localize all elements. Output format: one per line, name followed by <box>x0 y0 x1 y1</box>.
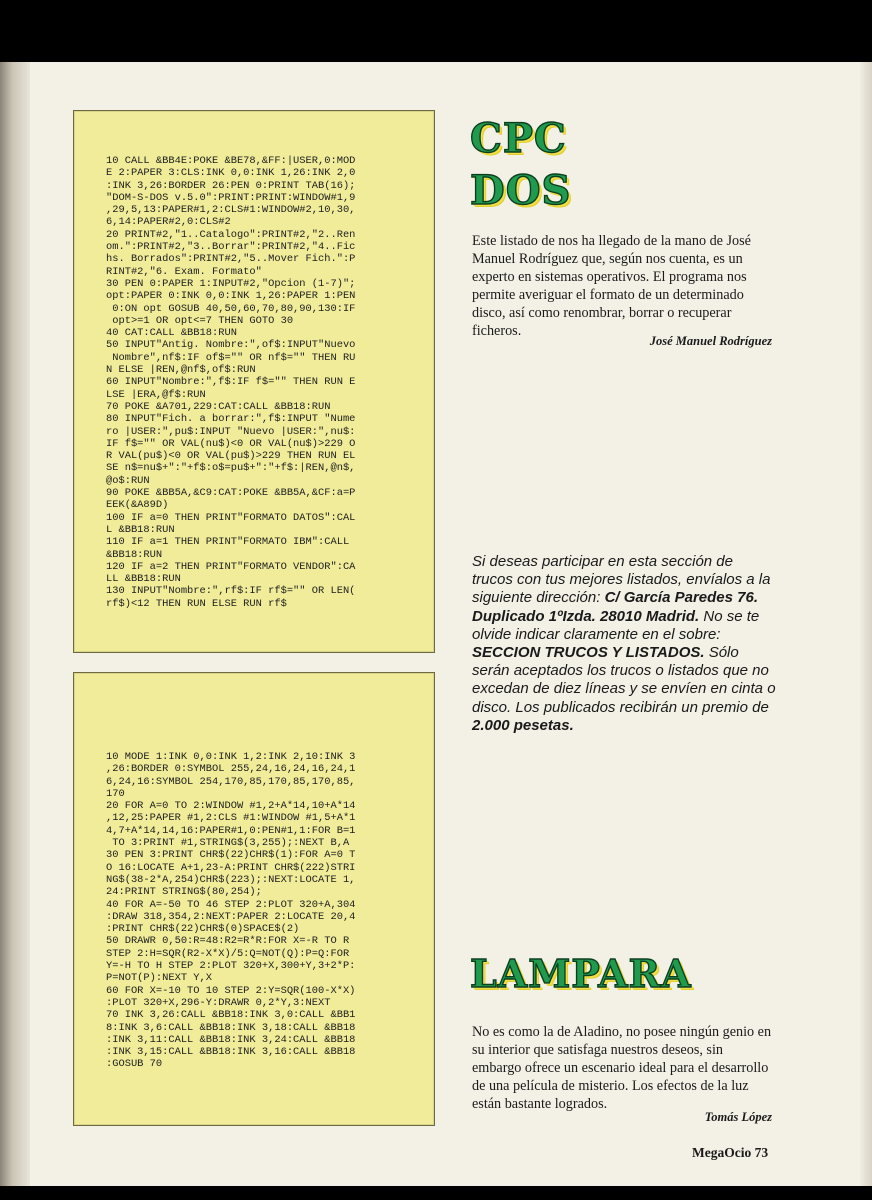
listing-cpc-dos <box>73 110 435 653</box>
listing-lampara-code: 10 MODE 1:INK 0,0:INK 1,2:INK 2,10:INK 3 ,26:BORDER 0:SYMBOL 255,24,16,24,16,24,1 6,24,16:SYMBOL 254,170,85,170,85,170,85, 170 20 FOR A=0 TO 2:WINDOW #1,2+A*14,10+A*14 ,12,25:PAPER #1,2:CLS #1:WINDOW #1,5+A*1 4,7+A*14,14,16:PAPER#1,0:PEN#1,1:FOR B=1 TO 3:PRINT #1,STRING$(3,255);:NEXT B,A 30 PEN 3:PRINT CHR$(22)CHR$(1):FOR A=0 T O 16:LOCATE A+1,23-A:PRINT CHR$(222)STRI NG$(38-2*A,254)CHR$(223);:NEXT:LOCATE 1, 24:PRINT STRING$(80,254); 40 FOR A=-50 TO 46 STEP 2:PLOT 320+A,304 :DRAW 318,354,2:NEXT:PAPER 2:LOCATE 20,4 :PRINT CHR$(22)CHR$(0)SPACE$(2) 50 DRAWR 0,50:R=48:R2=R*R:FOR X=-R TO R STEP 2:H=SQR(R2-X*X)/5:Q=NOT(Q):P=Q:FOR Y=-H TO H STEP 2:PLOT 320+X,300+Y,3+2*P: P=NOT(P):NEXT Y,X 60 FOR X=-10 TO 10 STEP 2:Y=SQR(100-X*X) :PLOT 320+X,296-Y:DRAWR 0,2*Y,3:NEXT 70 INK 3,26:CALL &BB18:INK 3,0:CALL &BB1 8:INK 3,6:CALL &BB18:INK 3,18:CALL &BB18 :INK 3,11:CALL &BB18:INK 3,24:CALL &BB18 :INK 3,15:CALL &BB18:INK 3,16:CALL &BB18 :GOSUB 70 <box>106 751 356 1071</box>
contest-text-1: Si deseas participar en esta sección de trucos con tus mejores listados, envíalos a la siguiente dirección: <box>472 553 771 607</box>
contest-section: SECCION TRUCOS Y LISTADOS. <box>472 644 705 662</box>
page-footer: MegaOcio 73 <box>692 1145 769 1160</box>
cpc-title-line1: CPC <box>470 115 567 162</box>
lampara-title: LAMPARA <box>470 951 692 996</box>
contest-address: C/ García Paredes 76. Duplicado 1ºIzda. 28010 Madrid. <box>472 589 759 625</box>
cpc-title-line2: DOS <box>470 167 572 214</box>
lampara-author: Tomás López <box>704 1110 772 1124</box>
cpc-description: Este listado de nos ha llegado de la mano de José Manuel Rodríguez que, según nos cuenta, es un experto en sistemas operativos. El programa nos permite averiguar el formato de un determinado disco, así como renombrar, borrar o recuperar ficheros. <box>472 233 751 339</box>
contest-text-2: No se te olvide indicar claramente en el sobre: <box>472 607 760 643</box>
cpc-author: José Manuel Rodríguez <box>649 334 772 348</box>
contest-prize: 2.000 pesetas. <box>472 716 574 734</box>
lampara-description: No es como la de Aladino, no posee ningún genio en su interior que satisfaga nuestros deseos, sin embargo ofrece un escenario ideal para el desarrollo de una película de misterio. Los efectos de la luz están bastante logrados. <box>472 1024 772 1112</box>
page-spine <box>0 62 30 1186</box>
contest-text-3: Sólo serán aceptados los trucos o listados que no excedan de diez líneas y se envíen en cinta o disco. Los publicados recibirán un premio de <box>472 644 776 716</box>
magazine-page <box>0 62 872 1186</box>
listing-lampara <box>73 672 435 1126</box>
page-edge <box>860 62 872 1186</box>
contest-notice <box>472 553 777 735</box>
listing-cpc-dos-code: 10 CALL &BB4E:POKE &BE78,&FF:|USER,0:MOD E 2:PAPER 3:CLS:INK 0,0:INK 1,26:INK 2,0 :INK 3,26:BORDER 26:PEN 0:PRINT TAB(16); "DOM-S-DOS v.5.0":PRINT:PRINT:WINDOW#1,9 ,29,5,13:PAPER#1,2:CLS#1:WINDOW#2,10,30, 6,14:PAPER#2,0:CLS#2 20 PRINT#2,"1..Catalogo":PRINT#2,"2..Ren om.":PRINT#2,"3..Borrar":PRINT#2,"4..Fic hs. Borrados":PRINT#2,"5..Mover Fich.":P RINT#2,"6. Exam. Formato" 30 PEN 0:PAPER 1:INPUT#2,"Opcion (1-7)"; opt:PAPER 0:INK 0,0:INK 1,26:PAPER 1:PEN 0:ON opt GOSUB 40,50,60,70,80,90,130:IF opt>=1 OR opt<=7 THEN GOTO 30 40 CAT:CALL &BB18:RUN 50 INPUT"Antig. Nombre:",of$:INPUT"Nuevo Nombre",nf$:IF of$="" OR nf$="" THEN RU N ELSE |REN,@nf$,of$:RUN 60 INPUT"Nombre:",f$:IF f$="" THEN RUN E LSE |ERA,@f$:RUN 70 POKE &A701,229:CAT:CALL &BB18:RUN 80 INPUT"Fich. a borrar:",f$:INPUT "Nume ro |USER:",pu$:INPUT "Nuevo |USER:",nu$: IF f$="" OR VAL(nu$)<0 OR VAL(nu$)>229 O R VAL(pu$)<0 OR VAL(pu$)>229 THEN RUN EL SE n$=nu$+":"+f$:o$=pu$+":"+f$:|REN,@n$, @o$:RUN 90 POKE &BB5A,&C9:CAT:POKE &BB5A,&CF:a=P EEK(&A89D) 100 IF a=0 THEN PRINT"FORMATO DATOS":CAL L &BB18:RUN 110 IF a=1 THEN PRINT"FORMATO IBM":CALL &BB18:RUN 120 IF a=2 THEN PRINT"FORMATO VENDOR":CA LL &BB18:RUN 130 INPUT"Nombre:",rf$:IF rf$="" OR LEN( rf$)<12 THEN RUN ELSE RUN rf$ <box>106 155 356 610</box>
